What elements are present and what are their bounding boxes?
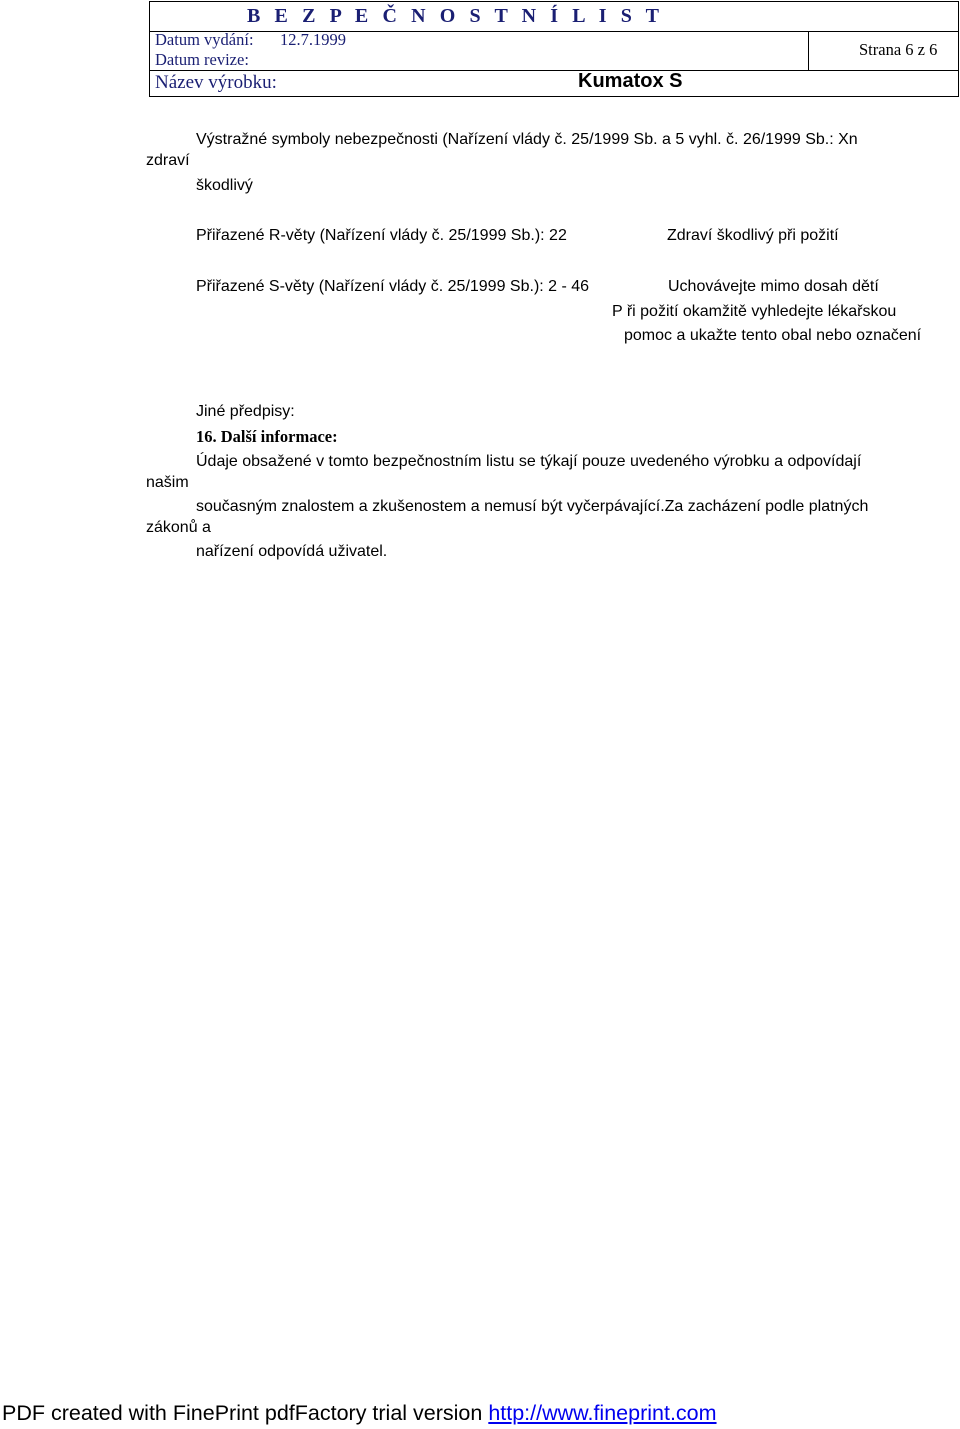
warning-symbols-line: škodlivý (196, 177, 253, 194)
issue-date-label: Datum vydání: (155, 30, 254, 49)
section-16-heading: 16. Další informace: (196, 427, 338, 446)
header-divider (150, 70, 958, 71)
warning-symbols-line: Výstražné symboly nebezpečnosti (Nařízení vlády č. 25/1999 Sb. a 5 vyhl. č. 26/1999 Sb.: Xn (196, 131, 858, 148)
section-16-text: zákonů a (146, 519, 211, 536)
warning-symbols-line: zdraví (146, 152, 190, 169)
section-16-text: současným znalostem a zkušenostem a nemusí být vyčerpávající.Za zacházení podle platných (196, 498, 869, 515)
document-title: B E Z P E Č N O S T N Í L I S T (247, 5, 664, 27)
r-phrases-label: Přiřazené R-věty (Nařízení vlády č. 25/1999 Sb.): 22 (196, 227, 567, 244)
issue-date-value: 12.7.1999 (280, 30, 346, 49)
s-phrases-text: Uchovávejte mimo dosah dětí (668, 278, 879, 295)
s-phrases-text: P ři požití okamžitě vyhledejte lékařskou (612, 303, 897, 320)
product-name-label: Název výrobku: (155, 72, 277, 93)
footer-text: PDF created with FinePrint pdfFactory trial version (2, 1401, 489, 1425)
product-name-value: Kumatox S (578, 70, 683, 92)
s-phrases-label: Přiřazené S-věty (Nařízení vlády č. 25/1999 Sb.): 2 - 46 (196, 278, 590, 295)
other-regulations-label: Jiné předpisy: (196, 403, 295, 420)
header-divider (808, 31, 809, 70)
section-16-text: našim (146, 474, 189, 491)
s-phrases-text: pomoc a ukažte tento obal nebo označení (624, 327, 922, 344)
pdf-footer (2, 1401, 717, 1426)
page-number: Strana 6 z 6 (859, 40, 938, 59)
revision-date-label: Datum revize: (155, 50, 249, 69)
section-16-text: nařízení odpovídá uživatel. (196, 543, 388, 560)
section-16-text: Údaje obsažené v tomto bezpečnostním listu se týkají pouze uvedeného výrobku a odpovídají (196, 453, 862, 470)
r-phrases-text: Zdraví škodlivý při požití (667, 227, 839, 244)
header-divider (150, 31, 958, 32)
fineprint-link[interactable]: http://www.fineprint.com (488, 1401, 717, 1425)
